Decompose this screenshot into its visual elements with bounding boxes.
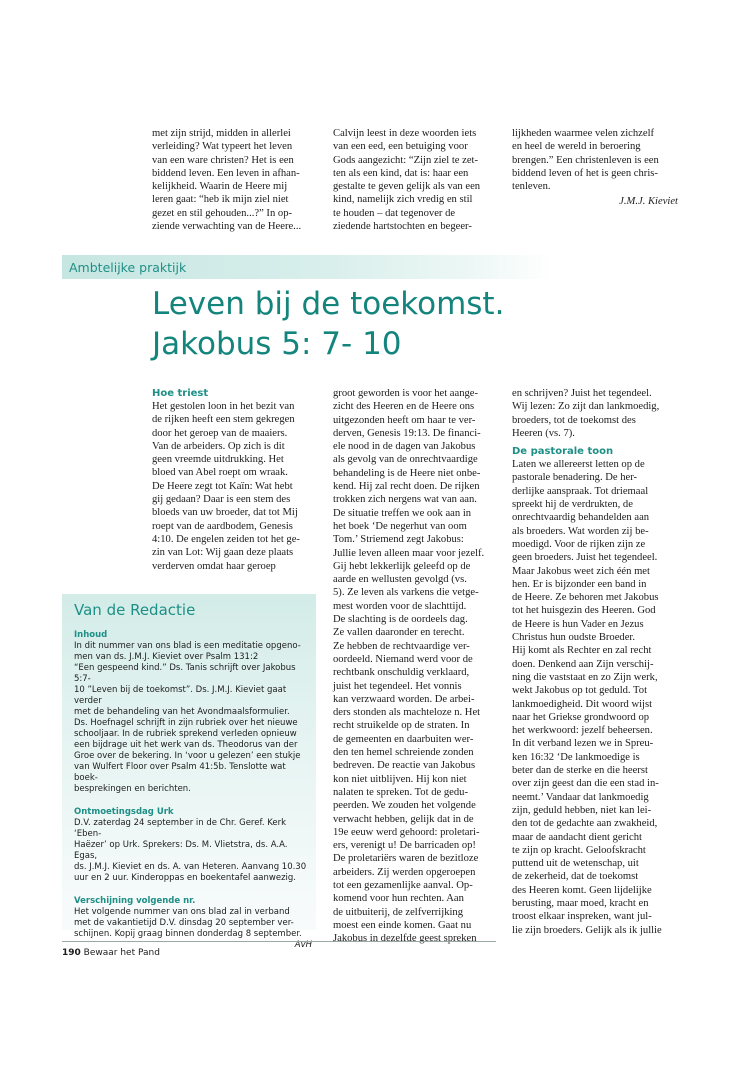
text-line: Calvijn leest in deze woorden iets [333, 128, 477, 139]
article-title-line-1: Leven bij de toekomst. [152, 286, 505, 322]
text-line: D.V. zaterdag 24 september in de Chr. Geref. Kerk ‘Eben- [74, 818, 287, 839]
text-line: ten als een kind, dat is: haar een [333, 167, 469, 179]
text-line: geen broeders. Juist het tegendeel. [512, 552, 658, 564]
text-line: verderven omdat haar geroep [152, 560, 276, 572]
box-subheading-verschijning: Verschijning volgende nr. [74, 896, 196, 906]
text-line: kend. Hij zal recht doen. De rijken [333, 481, 480, 493]
text-line: trokken zich nergens wat van aan. [333, 494, 477, 506]
text-line: met de vakantietijd D.V. dinsdag 20 september ver- [74, 918, 294, 928]
text-line: Wij lezen: Zo zijt dan lankmoedig, [512, 401, 660, 413]
box-subheading-inhoud: Inhoud [74, 630, 108, 640]
text-line: besprekingen en berichten. [74, 784, 191, 794]
text-line: rechtbank onschuldig verklaard, [333, 667, 470, 679]
text-line: het boek ‘De negerhut van oom [333, 520, 467, 532]
text-line: “Een gespeend kind.” Ds. Tanis schrijft over Jakobus 5:7- [74, 663, 296, 684]
text-line: te houden – dat tegenover de [333, 207, 456, 219]
text-line: In dit nummer van ons blad is een meditatie opgeno- [74, 641, 301, 651]
text-line: moedigd. Voor de rijken zijn ze [512, 538, 646, 550]
text-line: juist het tegendeel. Het vonnis [333, 680, 462, 692]
text-line: bedreven. De reactie van Jakobus [333, 760, 476, 772]
text-line: de Heere. Ze behoren met Jakobus [512, 592, 659, 604]
text-line: Laten we allereerst letten op de [512, 459, 645, 471]
text-line: Het gestolen loon in het bezit van [152, 401, 295, 412]
article-column-3-lines-b [512, 458, 682, 937]
text-line: 5). Ze leven als varkens die vetge- [333, 587, 479, 599]
section-label: Ambtelijke praktijk [69, 260, 187, 275]
top-column-1 [152, 127, 322, 233]
text-line: lankmoedigheid. Dit woord wijst [512, 698, 653, 710]
text-line: lijkheden waarmee velen zichzelf [512, 128, 655, 139]
text-line: De proletariërs waren de bezitloze [333, 853, 479, 865]
text-line: De situatie treffen we ook aan in [333, 507, 472, 519]
text-line: derven, Genesis 19:13. De financi- [333, 427, 481, 439]
text-line: Maar Jakobus weet zich één met [512, 565, 650, 577]
text-line: gij gedaan? Daar is een stem des [152, 494, 291, 506]
text-line: roept van de aardbodem, Genesis [152, 520, 293, 532]
text-line: biddend leven. Een leven in afhan- [152, 167, 300, 179]
text-line: peerden. We zouden het volgende [333, 800, 476, 812]
text-line: het werkwoord: jezelf beheersen. [512, 725, 653, 737]
text-line: berusting, maar moed, kracht en [512, 897, 649, 909]
text-line: gezet en stil gehouden...?” In op- [152, 207, 293, 219]
text-line: verleiding? Wat typeert het leven [152, 141, 293, 153]
text-line: ken 16:32 ‘De lankmoedige is [512, 751, 640, 763]
text-line: uitgezonden heeft om haar te ver- [333, 414, 476, 426]
text-line: de gemeenten en daarbuiten wer- [333, 733, 474, 745]
article-column-2 [333, 387, 505, 945]
text-line: komend voor hun rechten. Aan [333, 893, 464, 905]
text-line: ds. J.M.J. Kieviet en ds. A. van Heteren. Aanvang 10.30 [74, 862, 307, 872]
article-column-1 [152, 387, 322, 573]
article-title [152, 284, 504, 364]
text-line: Van de arbeiders. Op zich is dit [152, 440, 285, 452]
text-line: troost elkaar inspreken, want jul- [512, 911, 652, 923]
text-line: kind, namelijk zich vredig en stil [333, 194, 473, 206]
text-line: zicht des Heeren en de Heere ons [333, 401, 475, 413]
text-line: de uitbuiterij, de zelfverrijking [333, 906, 464, 918]
text-line: pastorale benadering. De her- [512, 472, 638, 484]
text-line: als gevolg van de onrechtvaardige [333, 454, 478, 466]
text-line: Christus hun oudste Broeder. [512, 632, 635, 644]
text-line: als broeders. Wat worden zij be- [512, 525, 649, 537]
editorial-box [62, 594, 316, 950]
text-line: oordeeld. Niemand werd voor de [333, 653, 473, 665]
text-line: met zijn strijd, midden in allerlei [152, 128, 291, 139]
text-line: biddend leven of het is geen chris- [512, 167, 658, 179]
text-line: schijnen. Kopij graag binnen donderdag 8 september. [74, 929, 302, 939]
text-line: bloeds van uw broeder, dat tot Mij [152, 507, 298, 519]
text-line: ders stonden als machteloze n. Het [333, 707, 481, 719]
text-line: 10 ”Leven bij de toekomst”. Ds. J.M.J. Kieviet gaat verder [74, 685, 287, 706]
text-line: een bijdrage uit het werk van ds. Theodorus van der [74, 740, 298, 750]
text-line: tot een gezamenlijke aanval. Op- [333, 879, 473, 891]
text-line: van een ware christen? Het is een [152, 154, 294, 166]
text-line: De slachting is de oordeels dag. [333, 614, 468, 626]
subheading-pastorale-toon: De pastorale toon [512, 446, 614, 458]
text-line: Het volgende nummer van ons blad zal in verband [74, 907, 290, 917]
text-line: schooljaar. In de rubriek sprekend verleden opnieuw [74, 729, 297, 739]
text-line: kan verzwaard worden. De arbei- [333, 693, 475, 705]
box-signature: AvH [294, 940, 312, 950]
text-line: Groe over de bekering. In ‘voor u gelezen’ een stukje [74, 751, 301, 761]
text-line: tenleven. [512, 181, 551, 193]
text-line: ziende verwachting van de Heere... [152, 221, 302, 233]
text-line: ele nood in de dagen van Jakobus [333, 441, 476, 453]
text-line: wekt Jakobus op tot geduld. Tot [512, 685, 648, 697]
text-line: 19e eeuw werd gehoord: proletari- [333, 826, 480, 838]
text-line: geen vreemde uitdrukking. Het [152, 454, 284, 466]
text-line: arbeiders. Zij werden opgeroepen [333, 866, 476, 878]
text-line: Haëzer’ op Urk. Sprekers: Ds. M. Vlietstra, ds. A.A. Egas, [74, 840, 288, 861]
text-line: maar de aandacht dient gericht [512, 831, 643, 843]
text-line: des Heeren komt. Geen lijdelijke [512, 884, 652, 896]
text-line: over zijn geest dan die een stad in- [512, 778, 659, 790]
text-line: broeders, tot de toekomst des [512, 414, 636, 426]
text-line: zin van Lot: Wij gaan deze plaats [152, 547, 294, 559]
page-footer [62, 948, 160, 958]
text-line: groot geworden is voor het aange- [333, 388, 479, 399]
text-line: Jakobus in dezelfde geest spreken [333, 933, 477, 945]
footer-rule [62, 941, 496, 942]
text-line: moest een einde komen. Gaat nu [333, 919, 472, 931]
page-number: 190 [62, 948, 81, 958]
article-column-3 [512, 387, 682, 937]
text-line: kelijkheid. Waarin de Heere mij [152, 181, 288, 193]
top-column-3 [512, 127, 678, 209]
text-line: den ten hemel schreiende zonden [333, 747, 474, 759]
text-line: aarde en wellusten gevolgd (vs. [333, 574, 467, 586]
text-line: brengen.” Een christenleven is een [512, 154, 659, 166]
text-line: ning die vaststaat en zo Zijn werk, [512, 671, 658, 683]
text-line: en schrijven? Juist het tegendeel. [512, 388, 652, 399]
text-line: de rijken heeft een stem gekregen [152, 414, 295, 426]
text-line: ziedende hartstochten en begeer- [333, 221, 472, 233]
text-line: 4:10. De engelen zeiden tot het ge- [152, 533, 300, 545]
text-line: verwacht hebben, gelijk dat in de [333, 813, 474, 825]
text-line: uur en 2 uur. Kinderoppas en boekentafel aanwezig. [74, 873, 296, 883]
text-line: de Heere is hun Vader en Jezus [512, 618, 644, 630]
text-line: onrechtvaardig behandelden aan [512, 512, 650, 524]
article-column-3-lines-a [512, 387, 682, 440]
text-line: leren gaat: “heb ik mijn ziel niet [152, 194, 289, 206]
text-line: In dit verband lezen we in Spreu- [512, 738, 654, 750]
box-section-verschijning [74, 907, 312, 940]
text-line: behandeling is de Heere niet onbe- [333, 467, 481, 479]
subheading-hoe-triest: Hoe triest [152, 388, 209, 399]
box-subheading-ontmoetingsdag: Ontmoetingsdag Urk [74, 807, 174, 817]
text-line: de zekerheid, dat de toekomst [512, 871, 639, 883]
editorial-box-title: Van de Redactie [74, 601, 196, 619]
box-section-ontmoetingsdag [74, 818, 312, 884]
article-column-1-lines [152, 400, 322, 573]
text-line: van Wulfert Floor over Psalm 41:5b. Tenslotte wat boek- [74, 762, 286, 783]
text-line: lie zijn broeders. Gelijk als ik jullie [512, 924, 662, 936]
text-line: recht struikelde op de straten. In [333, 720, 470, 732]
text-line: gestalte te geven gelijk als van een [333, 181, 481, 193]
text-line: den tot de gedachte aan zwakheid, [512, 818, 658, 830]
text-line: zijn, geduld hebben, niet kan lei- [512, 804, 652, 816]
box-section-inhoud [74, 641, 312, 795]
text-line: Ze vallen daaronder en terecht. [333, 627, 465, 639]
text-line: kon niet uitblijven. Hij kon niet [333, 773, 467, 785]
text-line: en heel de wereld in beroering [512, 141, 641, 153]
text-line: hen. Er is bijzonder een band in [512, 578, 647, 590]
text-line: nalaten te spreken. Tot de gedu- [333, 786, 468, 798]
text-line: door het geroep van de maaiers. [152, 427, 288, 439]
text-line: neemt.’ Vandaar dat lankmoedig [512, 791, 649, 803]
text-line: De Heere zegt tot Kaïn: Wat hebt [152, 480, 293, 492]
text-line: tot het huisgezin des Heeren. God [512, 605, 656, 617]
text-line: derlijke aanspraak. Tot driemaal [512, 485, 649, 497]
text-line: puttend uit de wetenschap, uit [512, 858, 639, 870]
text-line: Gij hebt lekkerlijk geleefd op de [333, 560, 471, 572]
top-column-3-lines [512, 127, 678, 193]
text-line: Heeren (vs. 7). [512, 427, 575, 439]
top-signature: J.M.J. Kieviet [619, 196, 678, 208]
section-banner [62, 255, 552, 279]
article-title-line-2: Jakobus 5: 7- 10 [152, 326, 402, 362]
text-line: spreekt hij de verdrukten, de [512, 499, 633, 511]
text-line: te zijn op kracht. Geloofskracht [512, 844, 646, 856]
text-line: met de behandeling van het Avondmaalsformulier. [74, 707, 290, 717]
top-column-2 [333, 127, 503, 233]
text-line: mest worden voor de slachttijd. [333, 600, 467, 612]
text-line: bloed van Abel roept om wraak. [152, 467, 288, 479]
text-line: men van ds. J.M.J. Kieviet over Psalm 131:2 [74, 652, 259, 662]
text-line: naar het Griekse grondwoord op [512, 711, 650, 723]
text-line: Tom.’ Striemend zegt Jakobus: [333, 534, 464, 546]
text-line: Hij komt als Rechter en zal recht [512, 645, 652, 657]
text-line: Gods aangezicht: “Zijn ziel te zet- [333, 154, 479, 166]
text-line: van een eed, een betuiging voor [333, 141, 468, 153]
publication-name: Bewaar het Pand [83, 948, 160, 958]
text-line: ers, verenigt u! De barricaden op! [333, 840, 476, 852]
text-line: doen. Denkend aan Zijn verschij- [512, 658, 654, 670]
editorial-box-body [74, 630, 312, 951]
text-line: beter dan de sterke en die heerst [512, 765, 648, 777]
text-line: Ds. Hoefnagel schrijft in zijn rubriek over het nieuwe [74, 718, 298, 728]
text-line: Ze hebben de rechtvaardige ver- [333, 640, 470, 652]
text-line: Jullie leven alleen maar voor jezelf. [333, 547, 485, 559]
